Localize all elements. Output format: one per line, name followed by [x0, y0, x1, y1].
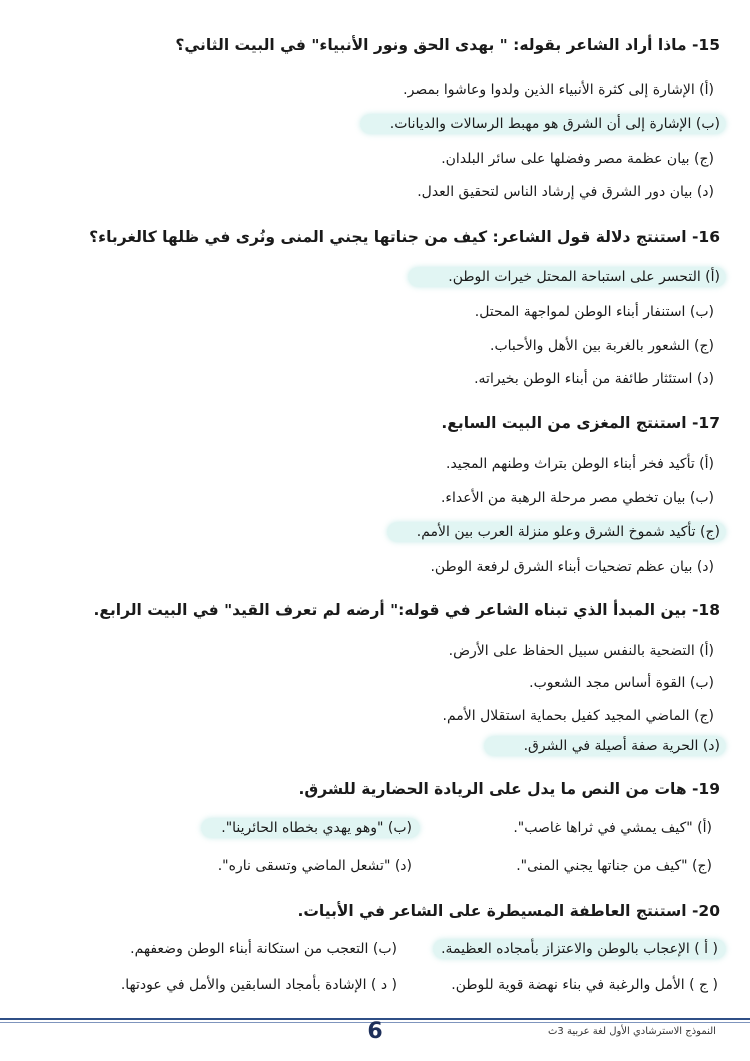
q19-option-a[interactable]: (أ) "كيف يمشي في ثراها غاصب".: [513, 820, 712, 836]
q17-option-d[interactable]: (د) بيان عظم تضحيات أبناء الشرق لرفعة الوطن.: [430, 559, 714, 575]
question-17-title: 17- استنتج المغزى من البيت السابع.: [441, 414, 720, 432]
question-18-title: 18- بين المبدأ الذي تبناه الشاعر في قوله:" أرضه لم تعرف القيد" في البيت الرابع.: [93, 601, 720, 619]
q15-option-c[interactable]: (ج) بيان عظمة مصر وفضلها على سائر البلدان.: [441, 151, 714, 167]
page-number: 6: [367, 1019, 383, 1044]
q19-option-b[interactable]: (ب) "وهو يهدي بخطاه الحائرينا".: [201, 818, 420, 838]
q15-option-b[interactable]: (ب) الإشارة إلى أن الشرق هو مهبط الرسالات والديانات.: [360, 114, 726, 134]
q20-option-c[interactable]: ( ج ) الأمل والرغبة في بناء نهضة قوية للوطن.: [451, 977, 718, 993]
q15-option-a[interactable]: (أ) الإشارة إلى كثرة الأنبياء الذين ولدوا وعاشوا بمصر.: [403, 82, 714, 98]
question-15-title: 15- ماذا أراد الشاعر بقوله: " بهدى الحق ونور الأنبياء" في البيت الثاني؟: [175, 36, 720, 54]
q18-option-d[interactable]: (د) الحرية صفة أصيلة في الشرق.: [484, 736, 726, 756]
q15-option-d[interactable]: (د) بيان دور الشرق في إرشاد الناس لتحقيق العدل.: [417, 184, 714, 200]
q19-option-d[interactable]: (د) "تشعل الماضي وتسقى ناره".: [217, 858, 412, 874]
question-19-title: 19- هات من النص ما يدل على الريادة الحضارية للشرق.: [298, 780, 720, 798]
q16-option-c[interactable]: (ج) الشعور بالغربة بين الأهل والأحباب.: [490, 338, 714, 354]
q16-option-b[interactable]: (ب) استنفار أبناء الوطن لمواجهة المحتل.: [474, 304, 714, 320]
q18-option-a[interactable]: (أ) التضحية بالنفس سبيل الحفاظ على الأرض.: [448, 643, 714, 659]
q17-option-c[interactable]: (ج) تأكيد شموخ الشرق وعلو منزلة العرب بين الأمم.: [387, 522, 726, 542]
question-16-title: 16- استنتج دلالة قول الشاعر: كيف من جناتها يجني المنى ونُرى في ظلها كالغرباء؟: [89, 228, 720, 246]
q17-option-b[interactable]: (ب) بيان تخطي مصر مرحلة الرهبة من الأعداء.: [440, 490, 714, 506]
q16-option-a[interactable]: (أ) التحسر على استباحة المحتل خيرات الوطن.: [408, 267, 726, 287]
q18-option-b[interactable]: (ب) القوة أساس مجد الشعوب.: [529, 675, 714, 691]
q19-option-c[interactable]: (ج) "كيف من جناتها يجني المنى".: [516, 858, 712, 874]
q16-option-d[interactable]: (د) استئثار طائفة من أبناء الوطن بخيراته.: [474, 371, 714, 387]
footer-note: النموذج الاسترشادي الأول لغة عربية 3ث: [548, 1026, 716, 1037]
q20-option-a[interactable]: ( أ ) الإعجاب بالوطن والاعتزاز بأمجاده العظيمة.: [433, 939, 726, 959]
q18-option-c[interactable]: (ج) الماضي المجيد كفيل بحماية استقلال الأمم.: [442, 708, 714, 724]
question-20-title: 20- استنتج العاطفة المسيطرة على الشاعر في الأبيات.: [297, 902, 720, 920]
q20-option-b[interactable]: (ب) التعجب من استكانة أبناء الوطن وضعفهم.: [130, 941, 397, 957]
q17-option-a[interactable]: (أ) تأكيد فخر أبناء الوطن بتراث وطنهم المجيد.: [446, 456, 714, 472]
q20-option-d[interactable]: ( د ) الإشادة بأمجاد السابقين والأمل في عودتها.: [120, 977, 397, 993]
